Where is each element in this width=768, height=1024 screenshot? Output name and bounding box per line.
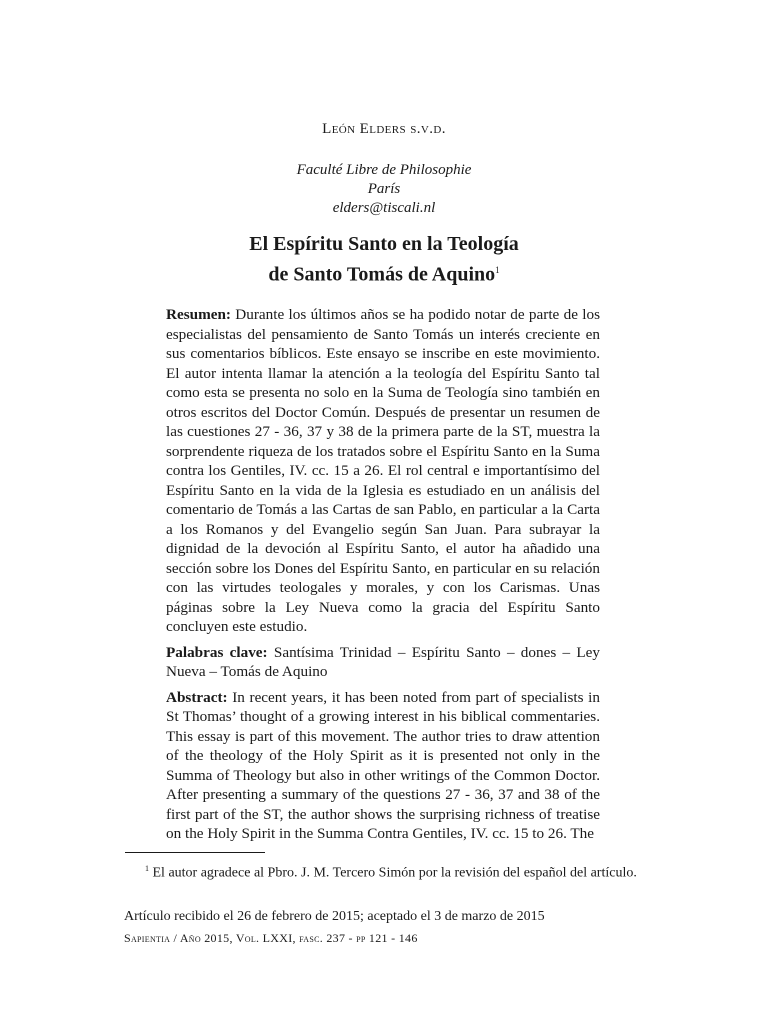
affiliation-institution: Faculté Libre de Philosophie	[296, 162, 472, 178]
abstract-text: In recent years, it has been noted from part of specialists in St Thomas’ thought of a growing interest in his biblical commentaries. This essay is part of this movement. The author tries to draw attention of the theology of the Holy Spirit as it is presented not only in the Summa of Theology but also in other writings of the Common Doctor. After presenting a summary of the questions 27 - 36, 37 and 38 of the first part of the ST, the author shows the surprising richness of treatise on the Holy Spirit in the Summa Contra Gentiles, IV. cc. 15 to 26. The	[166, 688, 600, 841]
title-line-1: El Espíritu Santo en la Teología	[249, 233, 519, 255]
resumen-text: Durante los últimos años se ha podido notar de parte de los especialistas del pensamiento de Santo Tomás un interés creciente en sus comentarios bíblicos. Este ensayo se inscribe en este movimiento. El autor intenta llamar la atención a la teología del Espíritu Santo tal como esta se presenta no solo en la Suma de Teología sino también en otros escritos del Doctor Común. Después de presentar un resumen de las cuestiones 27 - 36, 37 y 38 de la primera parte de la ST, muestra la sorprendente riqueza de los tratados sobre el Espíritu Santo en la Suma contra los Gentiles, IV. cc. 15 a 26. El rol central e importantísimo del Espíritu Santo en la vida de la Iglesia es estudiado en un análisis del comentario de Tomás a las Cartas de san Pablo, en particular a la Carta a los Romanos y del Evangelio según San Juan. Para subrayar la dignidad de la devoción al Espíritu Santo, el autor ha añadido una sección sobre los Dones del Espíritu Santo, en particular en su relación con las virtudes teologales y morales, y con los Carismas. Unas páginas sobre la Ley Nueva como la gracia del Espíritu Santo concluyen este estudio.	[166, 306, 600, 635]
article-title	[0, 231, 768, 288]
footnote-divider	[125, 852, 265, 853]
resumen-label: Resumen:	[166, 306, 231, 323]
journal-citation-line: Sapientia / Año 2015, Vol. LXXI, fasc. 237 - pp 121 - 146	[124, 931, 418, 945]
affiliation-city: París	[367, 181, 401, 197]
abstract-label: Abstract:	[166, 688, 228, 706]
author-name: León Elders s.v.d.	[322, 121, 446, 137]
footnote-text: El autor agradece al Pbro. J. M. Tercero Simón por la revisión del español del artículo.	[149, 865, 637, 881]
keywords-text: Santísima Trinidad – Espíritu Santo – dones – Ley Nueva – Tomás de Aquino	[166, 643, 600, 680]
keywords-paragraph	[166, 643, 600, 682]
footnote	[124, 860, 638, 883]
received-date-line: Artículo recibido el 26 de febrero de 2015; aceptado el 3 de marzo de 2015	[124, 909, 545, 924]
abstract-block	[166, 305, 600, 841]
title-footnote-mark: 1	[495, 265, 500, 275]
title-line-2: de Santo Tomás de Aquino$^1$	[268, 263, 500, 286]
footnote-mark: 1	[145, 864, 149, 873]
resumen-paragraph	[166, 305, 600, 637]
abstract-paragraph	[166, 688, 600, 842]
author-affiliation	[0, 161, 768, 218]
keywords-label: Palabras clave:	[166, 643, 268, 661]
affiliation-email: elders@tiscali.nl	[332, 200, 436, 216]
